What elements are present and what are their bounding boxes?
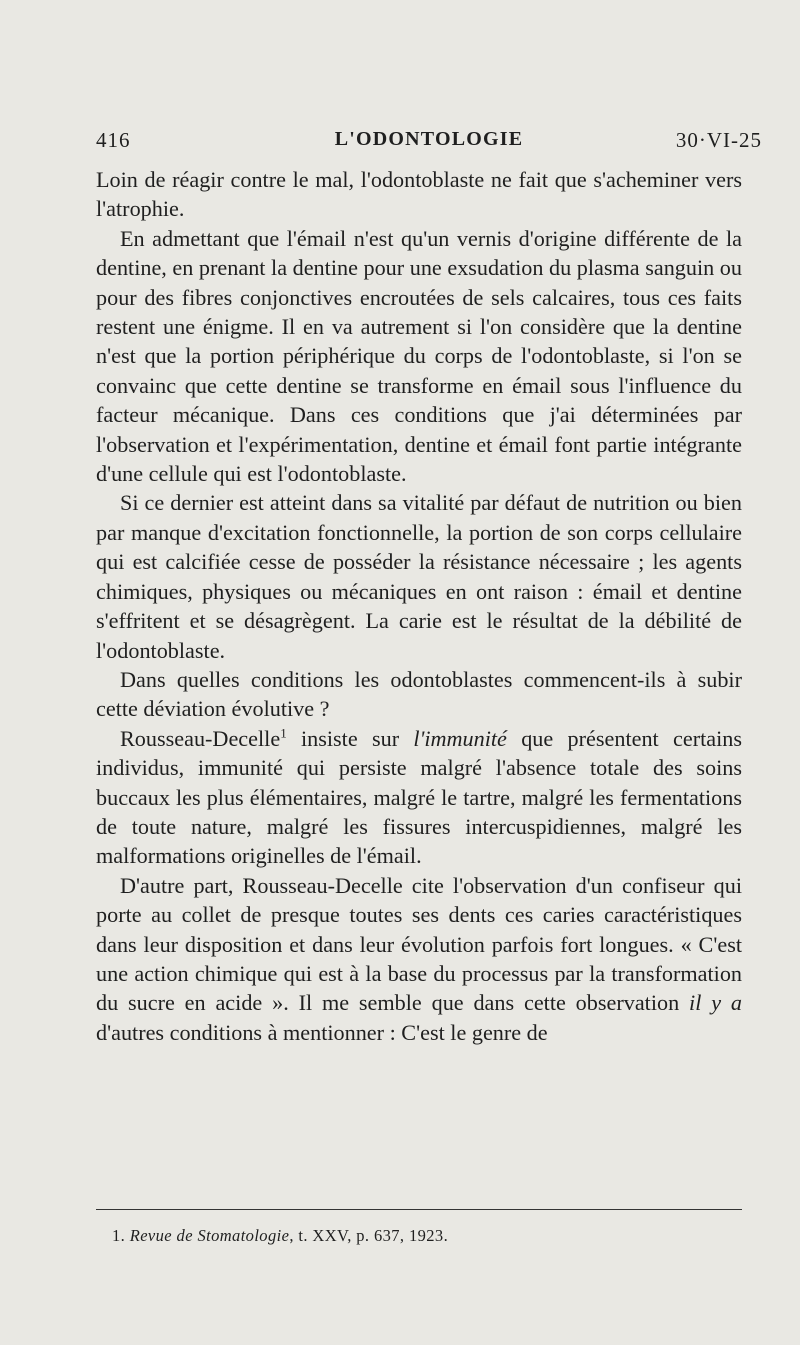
emphasis-il-y-a: il y a xyxy=(689,990,742,1016)
footnote xyxy=(112,1225,742,1247)
body-text xyxy=(96,165,742,1047)
paragraph-6-text-b: d'autres conditions à mentionner : C'est le genre de xyxy=(96,1019,548,1045)
journal-title: L'ODONTOLOGIE xyxy=(334,128,524,150)
paragraph-5-text-b: que présentent certains individus, immunité qui persiste malgré l'absence totale des soins buccaux les plus élémentaires, malgré le tartre, malgré les fermentations de toute nature, malgré les fissures intercuspidiennes, malgré les malformations originelles de l'émail. xyxy=(96,725,743,869)
footnote-marker: 1 xyxy=(280,725,287,741)
paragraph-3: Si ce dernier est atteint dans sa vitalité par défaut de nutrition ou bien par manque d'excitation fonctionnelle, la portion de son corps cellulaire qui est calcifiée cesse de posséder la résistance nécessaire ; les agents chimiques, physiques ou mécaniques en ont raison : émail et dentine s'effritent et se désagrègent. La carie est le résultat de la débilité de l'odontoblaste. xyxy=(96,490,742,663)
running-header xyxy=(96,128,762,158)
paragraph-1: Loin de réagir contre le mal, l'odontoblaste ne fait que s'acheminer vers l'atrophie. xyxy=(96,167,742,222)
paragraph-4: Dans quelles conditions les odontoblastes commencent-ils à subir cette déviation évolutive ? xyxy=(96,666,742,722)
emphasis-immunite: l'immunité xyxy=(413,725,507,751)
footnote-number: 1. xyxy=(112,1226,126,1245)
paragraph-2: En admettant que l'émail n'est qu'un vernis d'origine différente de la dentine, en prenant la dentine pour une exsudation du plasma sanguin ou pour des fibres conjonctives encroutées de sels calcaires, tous ces faits restent une énigme. Il en va autrement si l'on considère que la dentine n'est que la portion périphérique du corps de l'odontoblaste, si l'on se convainc que cette dentine se transforme en émail sous l'influence du facteur mécanique. Dans ces conditions que j'ai déterminées par l'observation et l'expérimentation, dentine et émail font partie intégrante d'une cellule qui est l'odontoblaste. xyxy=(96,225,742,487)
footnote-reference: , t. XXV, p. 637, 1923. xyxy=(289,1226,449,1245)
paragraph-6 xyxy=(96,871,742,1047)
footnote-journal: Revue de Stomatologie xyxy=(129,1226,290,1245)
paragraph-6-text-a: D'autre part, Rousseau-Decelle cite l'observation d'un confiseur qui porte au collet de presque toutes ses dents ces caries caractéristiques dans leur disposition et dans leur évolution parfois fort longues. « C'est une action chimique qui est à la base du processus par la transformation du sucre en acide ». Il me semble que dans cette observation xyxy=(96,872,742,1016)
issue-date: 30·VI-25 xyxy=(675,128,762,152)
footnote-divider xyxy=(96,1209,742,1210)
paragraph-5-text-a: insiste sur xyxy=(286,725,414,751)
paragraph-5 xyxy=(96,724,742,871)
page-number: 416 xyxy=(96,128,131,152)
author-name: Rousseau-Decelle xyxy=(120,725,281,751)
